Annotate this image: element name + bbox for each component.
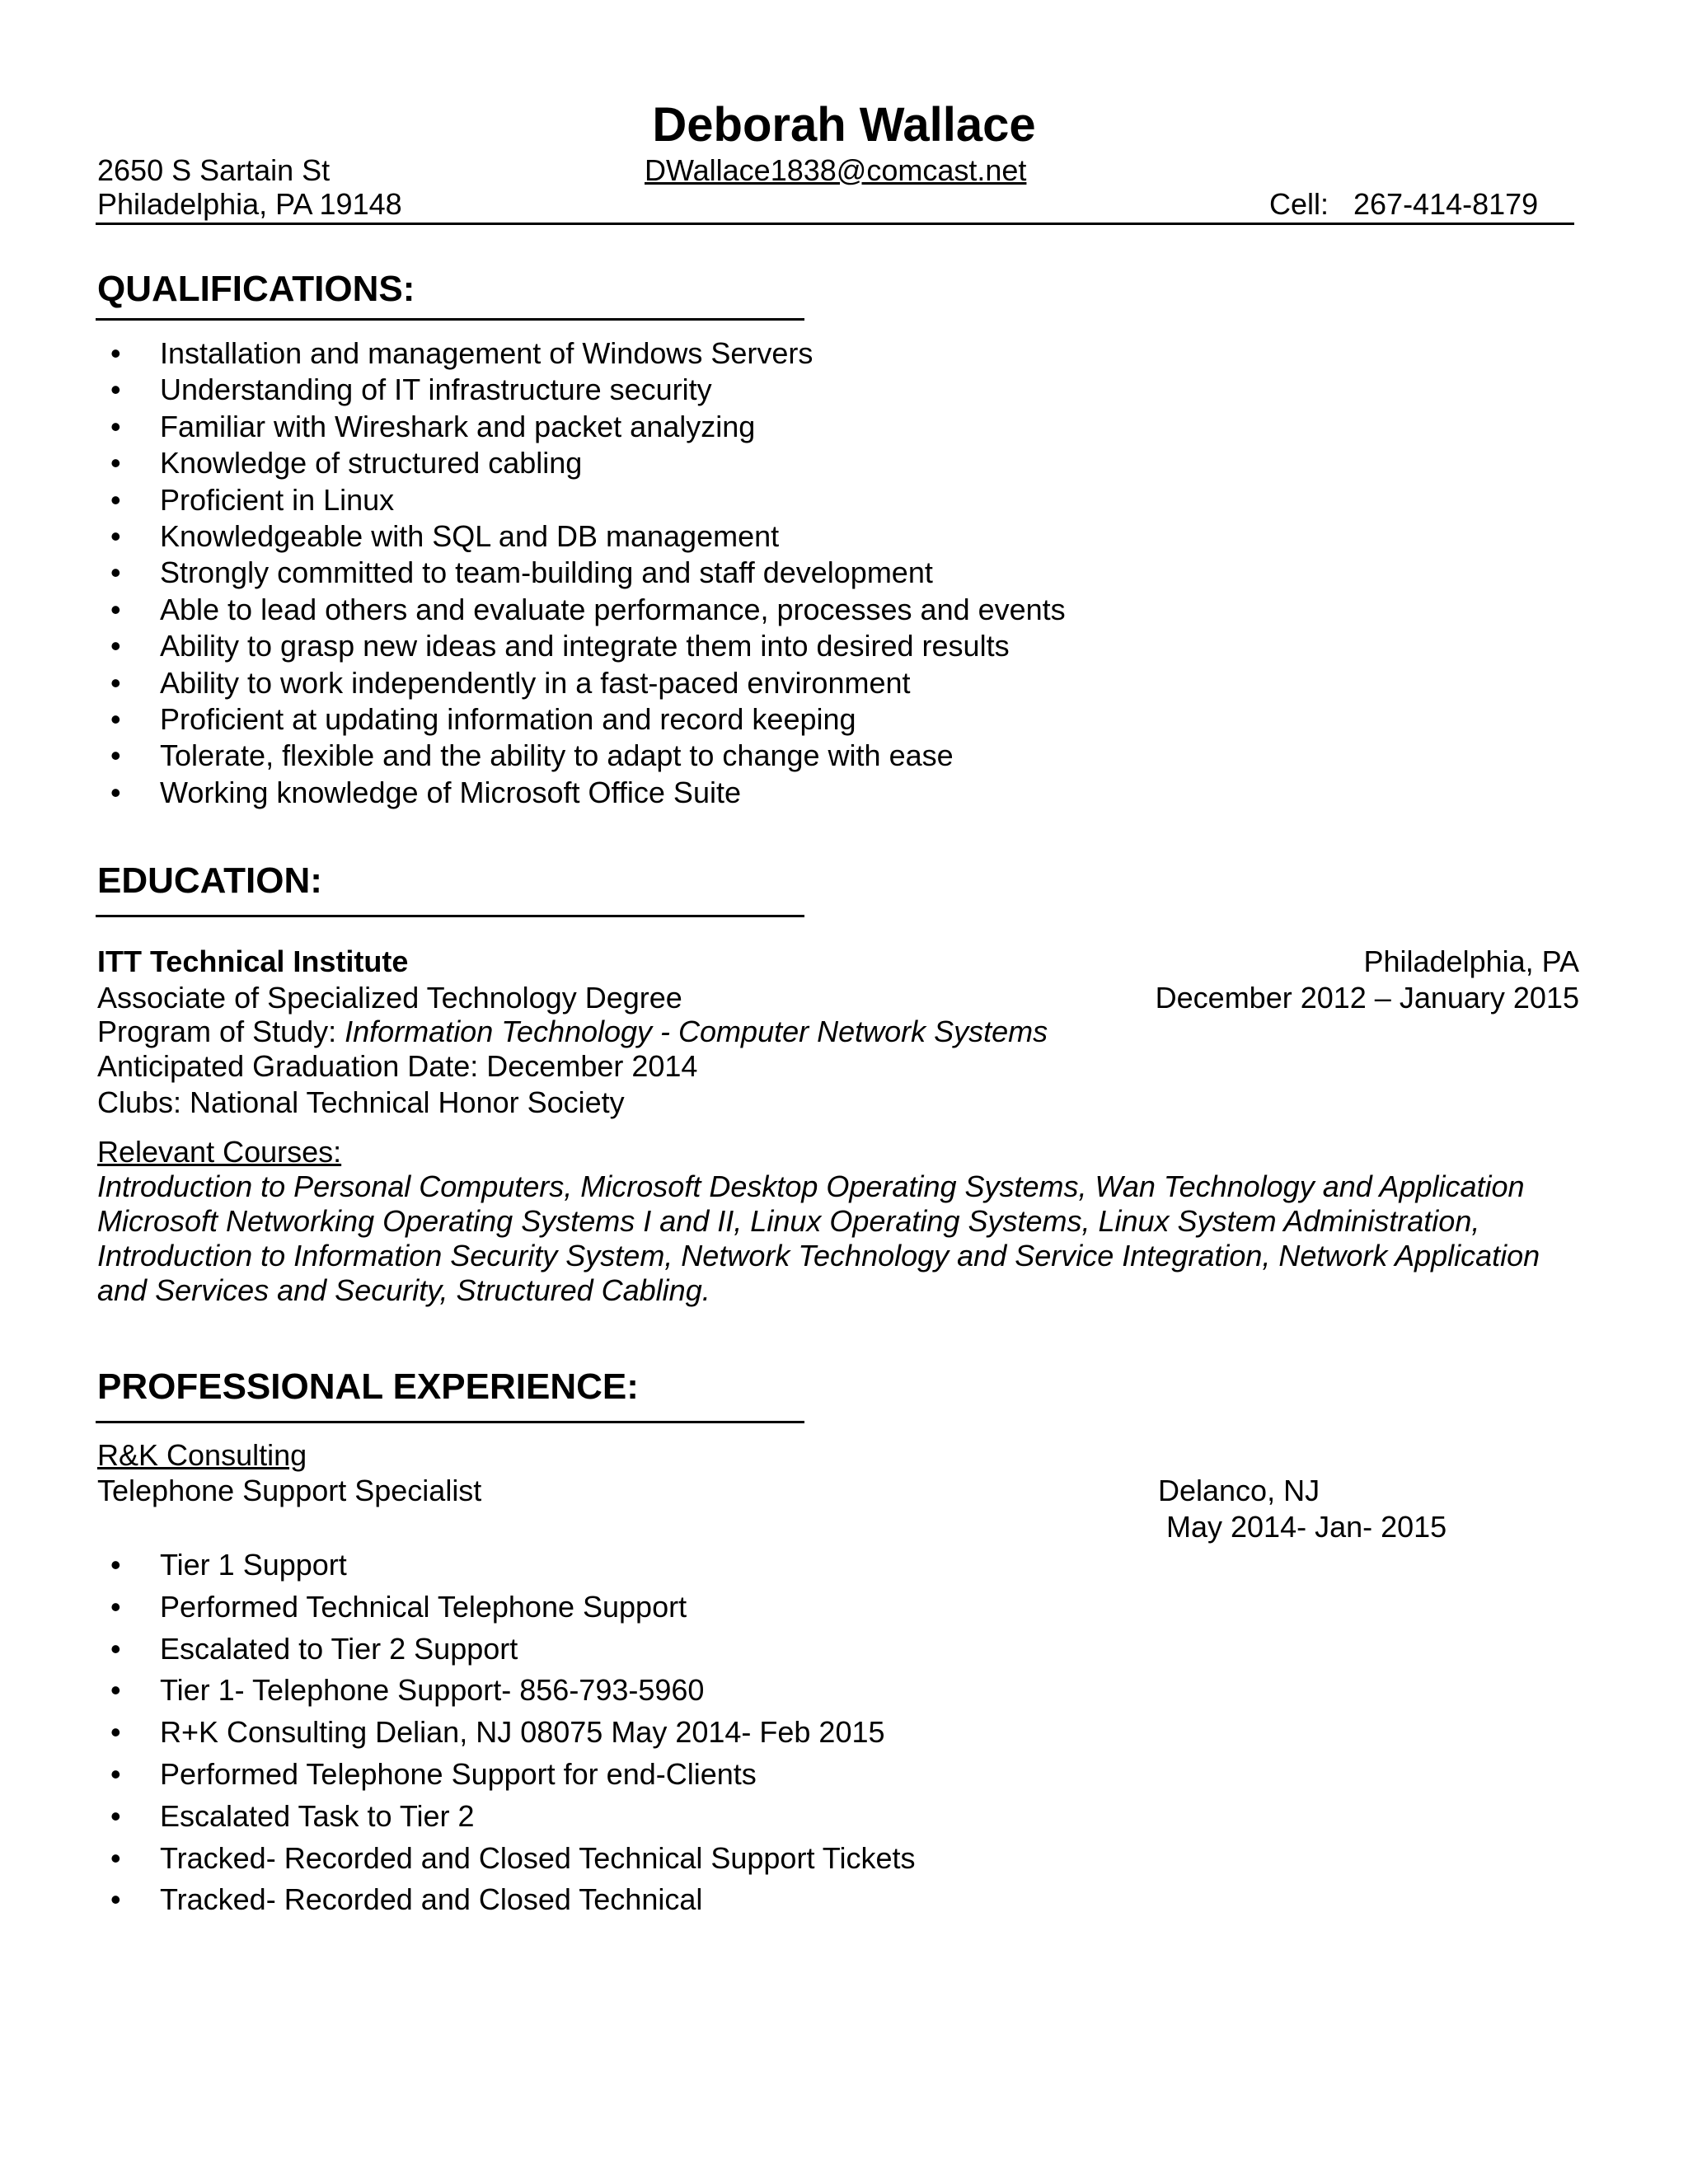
list-item: • Tier 1- Telephone Support- 856-793-5960 (0, 1670, 915, 1712)
list-item: • Knowledge of structured cabling (0, 445, 1066, 481)
list-item: • Strongly committed to team-building and staff development (0, 555, 1066, 591)
list-item: • Ability to work independently in a fast-paced environment (0, 665, 1066, 701)
list-item: • Performed Technical Telephone Support (0, 1586, 915, 1629)
list-item: • Escalated Task to Tier 2 (0, 1796, 915, 1838)
program-of-study (97, 1015, 1048, 1049)
list-item: • Understanding of IT infrastructure security (0, 372, 1066, 408)
city-state-zip: Philadelphia, PA 19148 (97, 187, 402, 221)
list-item: • Knowledgeable with SQL and DB management (0, 518, 1066, 555)
list-item: • Able to lead others and evaluate performance, processes and events (0, 592, 1066, 628)
experience-rule (96, 1421, 804, 1423)
experience-list (0, 1544, 915, 1921)
courses-label: Relevant Courses: (97, 1135, 342, 1169)
company-name: R&K Consulting (97, 1438, 307, 1472)
list-item: • Ability to grasp new ideas and integrate them into desired results (0, 628, 1066, 664)
list-item: • Tolerate, flexible and the ability to adapt to change with ease (0, 738, 1066, 774)
graduation-date: Anticipated Graduation Date: December 2014 (97, 1049, 698, 1083)
list-item: • Tracked- Recorded and Closed Technical (0, 1879, 915, 1921)
clubs: Clubs: National Technical Honor Society (97, 1085, 625, 1119)
experience-heading: PROFESSIONAL EXPERIENCE: (97, 1366, 639, 1407)
school-name: ITT Technical Institute (97, 944, 409, 978)
school-location: Philadelphia, PA (1363, 944, 1579, 978)
list-item: • Installation and management of Windows Servers (0, 335, 1066, 372)
qualifications-rule (96, 318, 804, 321)
cell-number: 267-414-8179 (1353, 187, 1539, 221)
job-title: Telephone Support Specialist (97, 1474, 482, 1507)
education-rule (96, 915, 804, 917)
education-dates: December 2012 – January 2015 (1155, 981, 1579, 1015)
header-divider (96, 223, 1574, 225)
job-location: Delanco, NJ (1158, 1474, 1320, 1507)
education-heading: EDUCATION: (97, 860, 322, 901)
courses-line: and Services and Security, Structured Cabling. (97, 1273, 710, 1307)
degree: Associate of Specialized Technology Degree (97, 981, 682, 1015)
program-label: Program of Study: (97, 1015, 345, 1048)
courses-line: Microsoft Networking Operating Systems I and II, Linux Operating Systems, Linux System Administration, (97, 1204, 1480, 1238)
candidate-name: Deborah Wallace (652, 98, 1036, 152)
job-dates: May 2014- Jan- 2015 (1166, 1510, 1447, 1544)
street-address: 2650 S Sartain St (97, 153, 331, 187)
list-item: • Proficient in Linux (0, 482, 1066, 518)
list-item: • Working knowledge of Microsoft Office Suite (0, 775, 1066, 811)
list-item: • Proficient at updating information and record keeping (0, 701, 1066, 738)
cell-label: Cell: (1269, 187, 1329, 221)
qualifications-heading: QUALIFICATIONS: (97, 269, 415, 309)
list-item: • Tier 1 Support (0, 1544, 915, 1586)
list-item: • Escalated to Tier 2 Support (0, 1629, 915, 1671)
list-item: • R+K Consulting Delian, NJ 08075 May 2014- Feb 2015 (0, 1712, 915, 1754)
email-link[interactable]: DWallace1838@comcast.net (645, 153, 1027, 187)
list-item: • Performed Telephone Support for end-Clients (0, 1754, 915, 1796)
list-item: • Tracked- Recorded and Closed Technical Support Tickets (0, 1838, 915, 1880)
courses-line: Introduction to Personal Computers, Microsoft Desktop Operating Systems, Wan Technology and Application (97, 1169, 1525, 1203)
qualifications-list (0, 335, 1066, 811)
list-item: • Familiar with Wireshark and packet analyzing (0, 409, 1066, 445)
program-value: Information Technology - Computer Network Systems (345, 1015, 1048, 1048)
courses-line: Introduction to Information Security System, Network Technology and Service Integration, Network Application (97, 1239, 1540, 1272)
